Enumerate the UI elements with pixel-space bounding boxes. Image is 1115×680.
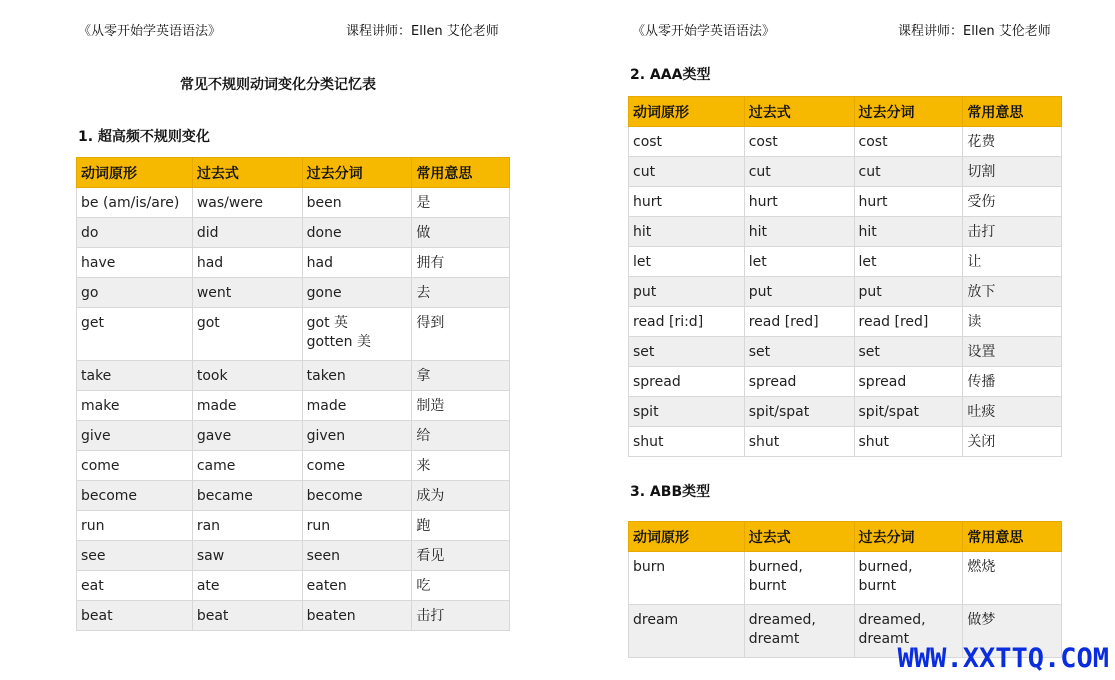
- table-row: [629, 157, 1062, 187]
- table-cell: 制造: [412, 391, 510, 421]
- column-header: 过去分词: [302, 158, 412, 188]
- section-1-table: [76, 157, 510, 631]
- table-row: [77, 451, 510, 481]
- table-cell: spit: [629, 397, 745, 427]
- table-row: [77, 391, 510, 421]
- table-cell: 做: [412, 218, 510, 248]
- table-cell: be (am/is/are): [77, 188, 193, 218]
- table-header-row: [629, 522, 1062, 552]
- table-cell: dreamed, dreamt: [744, 605, 854, 658]
- table-cell: 设置: [963, 337, 1062, 367]
- right-teacher-name: 课程讲师：Ellen 艾伦老师: [898, 24, 1051, 39]
- table-cell: 击打: [963, 217, 1062, 247]
- table-cell: hurt: [744, 187, 854, 217]
- table-cell: 传播: [963, 367, 1062, 397]
- table-cell: came: [192, 451, 302, 481]
- table-cell: 看见: [412, 541, 510, 571]
- table-cell: cut: [854, 157, 963, 187]
- table-cell: 吃: [412, 571, 510, 601]
- column-header: 常用意思: [412, 158, 510, 188]
- table-cell: do: [77, 218, 193, 248]
- table-cell: 击打: [412, 601, 510, 631]
- section-2-table: [628, 96, 1062, 457]
- table-cell: give: [77, 421, 193, 451]
- table-cell: 受伤: [963, 187, 1062, 217]
- table-cell: ran: [192, 511, 302, 541]
- table-row: [629, 187, 1062, 217]
- column-header: 过去分词: [854, 97, 963, 127]
- table-row: [77, 278, 510, 308]
- table-cell: spread: [629, 367, 745, 397]
- table-row: [629, 427, 1062, 457]
- table-row: [77, 601, 510, 631]
- left-book-title: 《从零开始学英语语法》: [78, 24, 222, 39]
- table-cell: dreamed, dreamt: [854, 605, 963, 658]
- table-cell: got: [192, 308, 302, 361]
- table-cell: took: [192, 361, 302, 391]
- section-2-title: 2. AAA类型: [630, 67, 711, 83]
- table-row: [629, 277, 1062, 307]
- table-cell: 是: [412, 188, 510, 218]
- table-cell: had: [192, 248, 302, 278]
- table-cell: set: [744, 337, 854, 367]
- table-cell: cut: [629, 157, 745, 187]
- table-cell: take: [77, 361, 193, 391]
- table-cell: shut: [854, 427, 963, 457]
- table-cell: 做梦: [963, 605, 1062, 658]
- table-cell: put: [854, 277, 963, 307]
- table-cell: 拥有: [412, 248, 510, 278]
- table-row: [77, 571, 510, 601]
- table-cell: hit: [854, 217, 963, 247]
- table-row: [629, 397, 1062, 427]
- table-cell: dream: [629, 605, 745, 658]
- table-cell: 来: [412, 451, 510, 481]
- table-cell: become: [302, 481, 412, 511]
- table-cell: go: [77, 278, 193, 308]
- table-row: [629, 552, 1062, 605]
- left-teacher-name: 课程讲师：Ellen 艾伦老师: [346, 24, 499, 39]
- table-cell: come: [77, 451, 193, 481]
- table-cell: made: [192, 391, 302, 421]
- table-cell: cut: [744, 157, 854, 187]
- table-cell: run: [77, 511, 193, 541]
- table-header-row: [629, 97, 1062, 127]
- table-cell: been: [302, 188, 412, 218]
- table-cell: eaten: [302, 571, 412, 601]
- table-cell: made: [302, 391, 412, 421]
- table-cell: 拿: [412, 361, 510, 391]
- column-header: 过去式: [744, 522, 854, 552]
- table-cell: given: [302, 421, 412, 451]
- table-cell: 关闭: [963, 427, 1062, 457]
- table-cell: shut: [744, 427, 854, 457]
- table-cell: burned, burnt: [854, 552, 963, 605]
- column-header: 过去式: [744, 97, 854, 127]
- table-cell: hurt: [854, 187, 963, 217]
- section-3-table: [628, 521, 1062, 658]
- table-cell: taken: [302, 361, 412, 391]
- table-row: [629, 367, 1062, 397]
- table-cell: 切割: [963, 157, 1062, 187]
- table-cell: 让: [963, 247, 1062, 277]
- section-1-title: 1. 超高频不规则变化: [78, 129, 210, 145]
- table-cell: beat: [192, 601, 302, 631]
- table-cell: spread: [744, 367, 854, 397]
- table-cell: come: [302, 451, 412, 481]
- table-cell: 吐痰: [963, 397, 1062, 427]
- table-row: [629, 127, 1062, 157]
- table-cell: got 英 gotten 美: [302, 308, 412, 361]
- table-cell: gone: [302, 278, 412, 308]
- table-cell: spit/spat: [744, 397, 854, 427]
- table-cell: hurt: [629, 187, 745, 217]
- column-header: 动词原形: [77, 158, 193, 188]
- table-cell: was/were: [192, 188, 302, 218]
- table-cell: let: [854, 247, 963, 277]
- table-cell: burn: [629, 552, 745, 605]
- table-cell: went: [192, 278, 302, 308]
- table-row: [77, 308, 510, 361]
- table-row: [629, 247, 1062, 277]
- table-cell: 去: [412, 278, 510, 308]
- table-row: [77, 541, 510, 571]
- table-row: [77, 481, 510, 511]
- column-header: 过去式: [192, 158, 302, 188]
- column-header: 动词原形: [629, 97, 745, 127]
- table-cell: hit: [744, 217, 854, 247]
- table-cell: shut: [629, 427, 745, 457]
- table-cell: seen: [302, 541, 412, 571]
- table-cell: saw: [192, 541, 302, 571]
- table-cell: cost: [854, 127, 963, 157]
- table-cell: eat: [77, 571, 193, 601]
- table-row: [77, 248, 510, 278]
- column-header: 动词原形: [629, 522, 745, 552]
- table-cell: run: [302, 511, 412, 541]
- watermark-logo: WWW.XXTTQ.COM: [897, 643, 1109, 674]
- column-header: 过去分词: [854, 522, 963, 552]
- table-cell: did: [192, 218, 302, 248]
- table-cell: cost: [629, 127, 745, 157]
- table-cell: spit/spat: [854, 397, 963, 427]
- table-cell: put: [744, 277, 854, 307]
- table-cell: let: [744, 247, 854, 277]
- right-book-title: 《从零开始学英语语法》: [632, 24, 776, 39]
- column-header: 常用意思: [963, 522, 1062, 552]
- table-cell: 给: [412, 421, 510, 451]
- table-header-row: [77, 158, 510, 188]
- table-cell: see: [77, 541, 193, 571]
- table-cell: had: [302, 248, 412, 278]
- table-cell: 燃烧: [963, 552, 1062, 605]
- table-cell: make: [77, 391, 193, 421]
- table-cell: read [red]: [854, 307, 963, 337]
- table-row: [629, 307, 1062, 337]
- table-cell: 跑: [412, 511, 510, 541]
- column-header: 常用意思: [963, 97, 1062, 127]
- page-title: 常见不规则动词变化分类记忆表: [180, 77, 376, 93]
- table-row: [629, 217, 1062, 247]
- table-cell: beat: [77, 601, 193, 631]
- table-cell: 得到: [412, 308, 510, 361]
- table-cell: burned, burnt: [744, 552, 854, 605]
- table-cell: put: [629, 277, 745, 307]
- table-cell: 读: [963, 307, 1062, 337]
- table-cell: set: [629, 337, 745, 367]
- table-cell: get: [77, 308, 193, 361]
- table-cell: beaten: [302, 601, 412, 631]
- table-cell: become: [77, 481, 193, 511]
- table-row: [77, 511, 510, 541]
- table-row: [77, 361, 510, 391]
- table-cell: became: [192, 481, 302, 511]
- table-cell: let: [629, 247, 745, 277]
- table-cell: cost: [744, 127, 854, 157]
- table-cell: hit: [629, 217, 745, 247]
- table-row: [629, 337, 1062, 367]
- table-cell: done: [302, 218, 412, 248]
- table-cell: spread: [854, 367, 963, 397]
- table-cell: 放下: [963, 277, 1062, 307]
- table-cell: read [red]: [744, 307, 854, 337]
- section-3-title: 3. ABB类型: [630, 484, 711, 500]
- table-cell: set: [854, 337, 963, 367]
- table-row: [77, 421, 510, 451]
- table-cell: read [ri:d]: [629, 307, 745, 337]
- table-cell: 成为: [412, 481, 510, 511]
- table-cell: 花费: [963, 127, 1062, 157]
- table-row: [77, 218, 510, 248]
- table-cell: gave: [192, 421, 302, 451]
- table-cell: ate: [192, 571, 302, 601]
- table-row: [77, 188, 510, 218]
- table-cell: have: [77, 248, 193, 278]
